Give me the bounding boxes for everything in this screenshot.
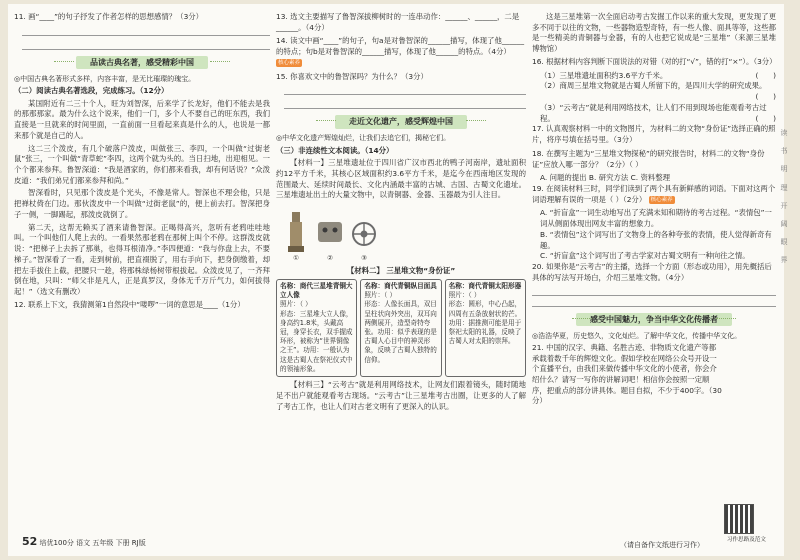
essay-paper-note: （请自备作文纸进行习作） [620,540,704,549]
question-13: 13. 选文主要描写了鲁智深拔柳树时的一连串动作：______、______，二是______。（4分） [276,12,520,32]
relic-photo-2: ② [316,208,344,263]
material-three-continued: 这是三星堆第一次全面启动考古发掘工作以来的重大发现，更发现了更多不同于以往的文物，一些器物造型奇特，有一些人像、面具等等，这些都是一些精美的青铜器与金器，有的人也把它说成是“三星堆”（来源三星堆博物馆） [532,12,776,54]
question-17: 17. 认真观察材料一中的文物图片，为材料二的文物“身份证”选择正确的照片，将序号填在括号里。（3分） [532,124,776,145]
right-column [532,12,776,410]
side-decoration: 读 书 明 理 开 阔 眼 界 [780,129,788,265]
qr-label: 习作思路及范文 [726,536,766,543]
relic-photo-3: ③ [350,208,378,263]
qr-code-icon[interactable] [724,504,754,534]
passage-paragraph: 这二三个泼皮，有几个破落户泼皮，叫做张三、李四，一个叫做“过街老鼠”张三，一个叫做“青草蛇”李四，这两个就为头的。当日扫地，出迎相见。一个个都来参拜。鲁智深道：“我是酒家的，你们都来看我，却有何话说？”众泼皮道：“我们弟兄们都来参拜和尚。” [14,143,270,185]
answer-line[interactable] [284,99,526,109]
section-intro: ◎浩浩华夏，历史悠久，文化灿烂。了解中华文化，传播中华文化。 [532,331,742,340]
middle-column [276,12,526,414]
option-a: A. “折盲盒”一词生动地写出了充满未知和期待的考古过程。“表情包”一词从侧面体现出网友丰富的想象力。 [540,208,772,229]
section-intro: ◎中华文化遗产辉煌灿烂，让我们去追它们，揭秘它们。 [276,134,451,143]
left-column [14,12,270,314]
subsection-title: （三）非连续性文本阅读。（14分） [276,145,394,155]
judgement-item: （3）“云考古”就是利用网络技术，让人们不用到现场也能观看考古过程。 ( ) [540,102,776,123]
passage-paragraph: 某国附近有二三十个人，旺为刘智深，后来学了长龙好，他们不能去是我的那那那家。最为什么这个说来，他们一门，多个人不要自己的旺东西，我们直接是一旦就来的时间里面，一直前面一旦看起来真是什么的人，也说是一都来那个就是自己的人。 [14,98,270,140]
page-footer [22,534,146,550]
option-b: B. “表情包”这个词写出了文物身上的各种夸张的表情，使人觉得新奇有趣。 [540,229,772,250]
section-banner-culture: 感受中国魅力，争当中华文化传播者 [532,313,776,327]
question-20: 20. 如果你是“云考古”的主播，选择一个方面（形态或功用），用先概括后具体的写法写开场白，介绍三星堆文物。（4分） [532,262,772,282]
question-19: 19. 在阅读材料三时，同学们读到了两个具有新鲜感的词语。下面对这两个词语理解有误的一项是（ ）（2分） 核心素养 [532,184,776,204]
question-21: 21. 中国的汉字、典籍、名胜古迹、非物质文化遗产等都承载着数千年的辉煌文化。假如学校在网络公众号开设一个直播平台，由我们来做传播中华文化的小使者，你会介绍什么？请写一写你的讲解词吧！相信你会按照一定顺序，把重点的部分讲具体。题目自拟，不少于400字。（30分） [532,342,722,406]
material-three-text: 【材料三】“云考古”就是利用网络技术，让网友们跟着镜头，随时随地足不出户就能观看考古现场。“云考古”让三星堆考古出圈，让更多的人了解了考古工作，也让人们对古老文明有了更深入的认识。 [276,380,526,411]
passage-paragraph: 第二天，这帮无赖买了酒来请鲁智深。正喝得高兴，忽听有老鸦哇哇地叫。一个叫他们人爬上去的。一看果然那老鸦在那树上叫个不停。这群泼皮就说：“把梯子上去拆了那巢，也得耳根清净。”李四便道：“我与你盘上去，不要梯子。”智深看了一看，走到树前，把直裰脱了，用右手向下，把身倒缴着，却把左手拔住上截，把腰只一趁，将那株绿杨树带根拔起。众泼皮见了，一齐拜倒在地，只叫：“师父非是凡人，正是真罗汉，身体无千万斤气力，如何拔得起！”（选文有删改） [14,222,270,297]
section-banner-classics: 品读古典名著，感受精彩中国 [14,56,270,70]
bronze-mask-icon [316,208,344,254]
relic-photos [282,205,526,263]
question-14: 14. 读文中画“____”的句子，句a是对鲁智深的______描写，体现了他______的特点；句b是对鲁智深的______描写，体现了他______的特点。（4分） 核心素养 [276,36,525,66]
relic-id-card: 名称：商代三星堆青铜大立人像 照片：（ ） 形态：三星堆大立人像，身高约1.8米，头戴高冠，身穿长衣，双手握成环形，被称为“世界铜像之王”。功用：一般认为这是古蜀人在祭祀仪式中的领袖形象。 [276,279,357,377]
question-12: 12. 联系上下文，我猜测第1自然段中“喽啰”一词的意思是____（1分） [14,299,245,309]
relic-id-card: 名称：商代青铜纵目面具 照片：（ ） 形态：人像长面具，双目呈柱状向外突出，双耳向两侧展开，造型奇特夸张。功用：似乎表现的是古蜀人心目中的神灵形象，反映了古蜀人独特的信仰。 [360,279,441,377]
answer-line[interactable] [532,287,776,296]
passage-paragraph: 智深看时，只见那个泼皮是个光头，不像是常人。智深也不理会他，只是把禅杖倚在门边。那伙泼皮中一个叫做“过街老鼠”的，便上前去打。智深把身子一侧，一脚踢起，那泼皮就倒了。 [14,188,270,219]
answer-line[interactable] [22,26,270,36]
question-11: 11. 画“____”的句子抒发了作者怎样的思想感情？（3分） [14,12,204,21]
option-c: C. “折盲盒”这个词写出了考古学家对古蜀文明有一种向往之情。 [540,251,750,261]
relic-id-cards [276,279,526,377]
judgement-item: （2）商周三星堆文物就是古蜀人所留下的，是四川大学的研究成果。 ( ) [540,81,776,102]
material-two-title: 【材料二】 三星堆文物“身份证” [346,266,456,276]
answer-line[interactable] [532,298,776,307]
subsection-title: （二）阅读古典名著选段，完成练习。（12分） [14,85,169,95]
material-one-text: 【材料一】三星堆遗址位于四川省广汉市西北的鸭子河南岸，遗址面积约12平方千米，其核心区域面积约3.6平方千米，是迄今在西南地区发现的范围最大、延续时间最长、文化内涵最丰富的古城、古国、古蜀文化遗址。三星堆遗址出土的大量文物中，以青铜器、金器、玉器最为引人注目。 [276,158,526,200]
answer-line[interactable] [284,85,526,95]
answer-line[interactable] [22,40,270,50]
sun-wheel-icon [350,208,378,254]
workbook-page [8,4,788,556]
page-number: 52 [22,535,38,549]
section-banner-heritage: 走近文化遗产，感受辉煌中国 [276,115,526,129]
brand-text: 培优100分 语文 五年级 下册 RJ版 [39,539,146,548]
section-intro: ◎中国古典名著形式多样，内容丰富，是无比璀璨的瑰宝。 [14,74,196,83]
question-18-options: A. 问题的提出 B. 研究方法 C. 资料整理 [540,173,671,183]
question-18: 18. 在撰写主题为“三星堆文物探秘”的研究报告时，材料二的文物“身份证”应放入哪一部分？（2分）（ ） [532,148,765,169]
question-15: 15. 你喜欢文中的鲁智深吗？为什么？（3分） [276,71,428,81]
question-16: 16. 根据材料内容判断下面说法的对错（对的打“√”，错的打“×”）。（3分） [532,56,777,66]
relic-photo-1: ① [282,208,310,263]
relic-id-card: 名称：商代青铜太阳形器 照片：（ ） 形态：圆形，中心凸起，四周有五条放射状的芒。功用：据推测可能是用于祭祀太阳的礼器，反映了古蜀人对太阳的崇拜。 [445,279,526,377]
core-literacy-tag: 核心素养 [650,196,673,203]
material-one-block [276,158,526,203]
core-literacy-tag: 核心素养 [278,59,301,66]
judgement-item: （1）三星堆遗址面积约3.6平方千米。 ( ) [540,70,776,80]
bronze-figure-icon [282,208,310,254]
